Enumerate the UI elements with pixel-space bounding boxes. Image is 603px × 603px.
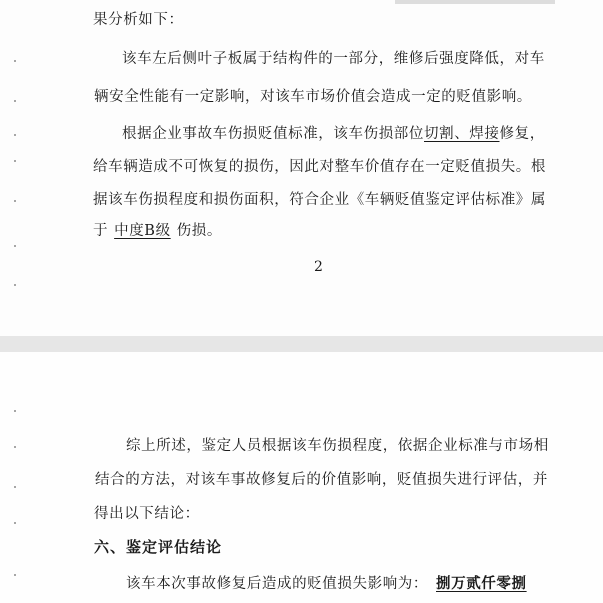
margin-mark	[14, 446, 16, 448]
text-line	[122, 122, 545, 143]
page-number: 2	[314, 259, 323, 275]
margin-mark	[14, 574, 16, 576]
text-segment: 该车本次事故修复后造成的贬值损失影响为：	[126, 576, 428, 592]
text-segment: 于	[93, 223, 109, 239]
page-separator	[0, 336, 603, 352]
margin-mark	[14, 200, 16, 202]
damage-method-underlined: 切割、焊接	[424, 126, 500, 142]
margin-mark	[14, 486, 16, 488]
margin-mark	[14, 134, 16, 136]
text-line: 果分析如下：	[93, 12, 184, 28]
text-line: 得出以下结论：	[94, 506, 200, 522]
text-line: 据该车伤损程度和损伤面积，符合企业《车辆贬值鉴定评估标准》属	[93, 192, 546, 208]
margin-mark	[14, 60, 16, 62]
text-line	[93, 219, 222, 240]
margin-mark	[14, 245, 16, 247]
text-line: 该车左后侧叶子板属于结构件的一部分，维修后强度降低，对车	[122, 51, 545, 67]
margin-mark	[14, 410, 16, 412]
margin-mark	[14, 522, 16, 524]
text-line: 辆安全性能有一定影响，对该车市场价值会造成一定的贬值影响。	[94, 89, 532, 105]
margin-mark	[14, 160, 16, 162]
text-line: 综上所述，鉴定人员根据该车伤损程度，依据企业标准与市场相	[126, 438, 549, 454]
document-page-3	[0, 352, 603, 603]
margin-mark	[14, 100, 16, 102]
text-line: 给车辆造成不可恢复的损伤，因此对整车价值存在一定贬值损失。根	[93, 159, 546, 175]
section-heading: 六、鉴定评估结论	[94, 538, 223, 556]
damage-grade-underlined: 中度B级	[114, 223, 171, 239]
text-segment: 修复，	[499, 126, 545, 142]
text-line	[126, 572, 527, 593]
text-line: 结合的方法，对该车事故修复后的价值影响，贬值损失进行评估，并	[95, 472, 548, 488]
text-segment: 根据企业事故车伤损贬值标准，该车伤损部位	[122, 126, 424, 142]
margin-mark	[14, 284, 16, 286]
text-segment: 伤损。	[176, 223, 222, 239]
depreciation-amount-underlined: 捌万贰仟零捌	[436, 575, 527, 592]
scan-edge-strip	[395, 0, 555, 4]
